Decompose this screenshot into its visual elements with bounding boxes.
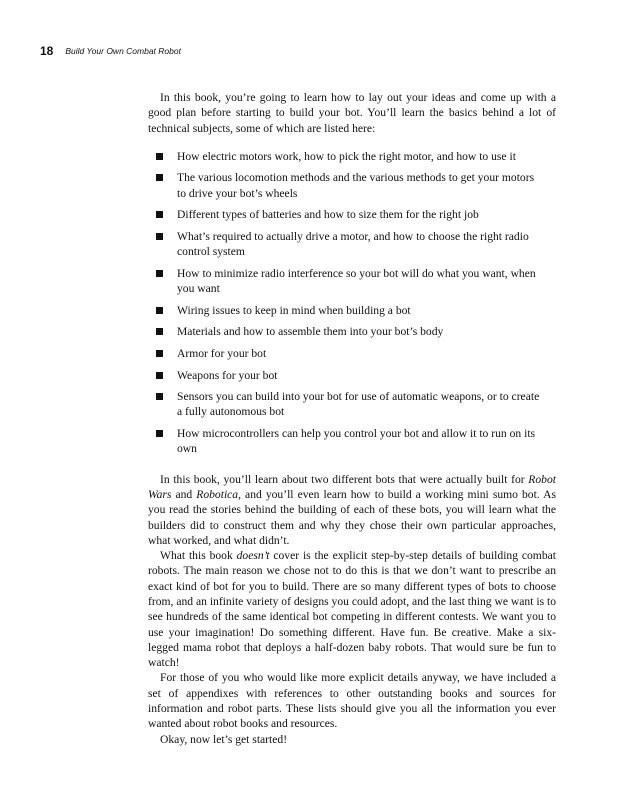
- list-item-text: Different types of batteries and how to size them for the right job: [177, 208, 479, 222]
- running-head: [40, 44, 181, 58]
- list-item: [156, 324, 556, 339]
- body-text: [148, 90, 556, 747]
- list-item: [156, 389, 556, 420]
- emphasis: doesn’t: [236, 549, 270, 563]
- square-bullet-icon: [156, 270, 163, 277]
- list-item-text: What’s required to actually drive a motor, and how to choose the right radio control system: [177, 229, 529, 259]
- list-item-text: How to minimize radio interference so your bot will do what you want, when you want: [177, 266, 536, 296]
- list-item-text: Armor for your bot: [177, 346, 267, 360]
- list-item-text: Sensors you can build into your bot for use of automatic weapons, or to create a fully autonomous bot: [177, 390, 540, 419]
- text-run: and you’ll even learn how to build a working mini sumo bot. As you read the stories behind the building of each of these bots, you will learn what the builders did to construct them and why they chose their own particular approaches, what worked, and what didn’t.: [148, 487, 556, 547]
- list-item: [156, 346, 556, 361]
- list-item: [156, 266, 556, 297]
- text-run: and: [171, 487, 197, 501]
- text-run: What this book: [160, 549, 237, 563]
- list-item-text: Wiring issues to keep in mind when building a bot: [177, 303, 411, 317]
- square-bullet-icon: [156, 153, 163, 160]
- list-item: [156, 149, 556, 164]
- text-run: cover is the explicit step-by-step details of building combat robots. The main reason we chose not to do this is that we don’t want to prescribe an exact kind of bot for you to build. There are so many different types of bots to choose from, and an infinite variety of designs you could adopt, and the last thing we want is to see hundreds of the same identical bot competing in different contests. We want you to use your imagination! Do something different. Have fun. Be creative. Make a six-legged mama robot that deploys a half-dozen baby robots. That would sure be fun to watch!: [148, 549, 556, 670]
- show-title: Robotica,: [196, 487, 242, 501]
- list-item: [156, 303, 556, 318]
- square-bullet-icon: [156, 328, 163, 335]
- intro-paragraph: In this book, you’re going to learn how to lay out your ideas and come up with a good plan before starting to build your bot. You’ll learn the basics behind a lot of technical subjects, some of which are listed here:: [148, 91, 556, 135]
- page-number: 18: [40, 44, 54, 58]
- text-run: In this book, you’ll learn about two different bots that were actually built for: [160, 472, 529, 486]
- square-bullet-icon: [156, 350, 163, 357]
- list-item: [156, 229, 556, 260]
- closing-paragraph: Okay, now let’s get started!: [160, 732, 288, 746]
- list-item-text: How electric motors work, how to pick the right motor, and how to use it: [177, 149, 516, 163]
- square-bullet-icon: [156, 372, 163, 379]
- bots-paragraph: [148, 472, 556, 548]
- square-bullet-icon: [156, 430, 163, 437]
- appendix-paragraph: For those of you who would like more explicit details anyway, we have included a set of appendixes with references to other outstanding books and sources for information and robot parts. These lists should give you all the information you ever wanted about robot books and resources.: [148, 671, 556, 731]
- list-item: [156, 426, 556, 457]
- show-title: Robot Wars: [148, 472, 556, 501]
- not-covered-paragraph: [148, 548, 556, 670]
- square-bullet-icon: [156, 307, 163, 314]
- list-item-text: Materials and how to assemble them into your bot’s body: [177, 325, 444, 339]
- list-item: [156, 368, 556, 383]
- list-item-text: Weapons for your bot: [177, 368, 278, 382]
- list-item-text: How microcontrollers can help you control your bot and allow it to run on its own: [177, 427, 536, 456]
- square-bullet-icon: [156, 233, 163, 240]
- topics-list: [148, 149, 556, 457]
- list-item-text: The various locomotion methods and the various methods to get your motors to drive your bot’s wheels: [177, 171, 535, 200]
- list-item: [156, 170, 556, 201]
- square-bullet-icon: [156, 393, 163, 400]
- list-item: [156, 207, 556, 222]
- square-bullet-icon: [156, 174, 163, 181]
- square-bullet-icon: [156, 211, 163, 218]
- book-title: Build Your Own Combat Robot: [65, 46, 181, 56]
